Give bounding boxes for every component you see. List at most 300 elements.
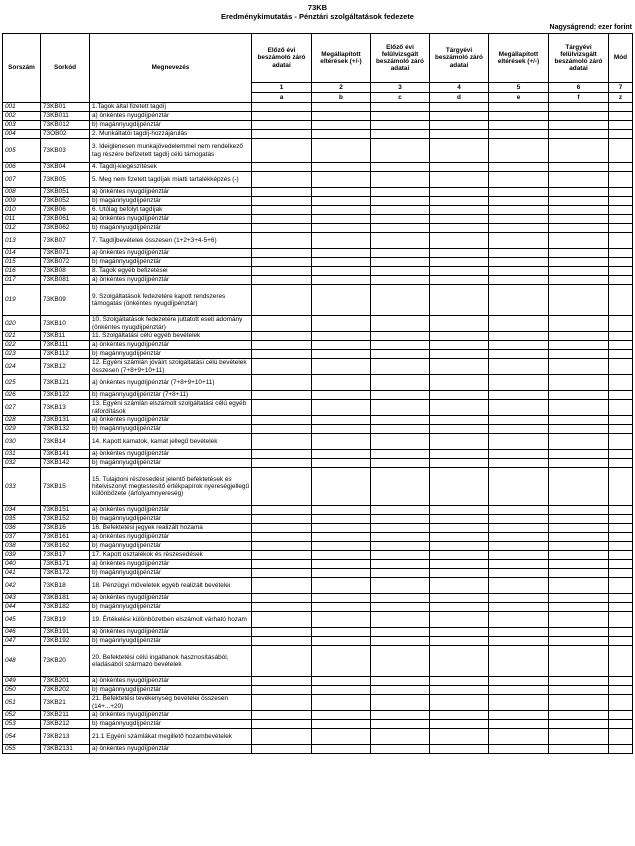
row-sorkod: 73KB182 (41, 603, 90, 612)
table-row (3, 375, 633, 391)
row-sorkod: 73KB04 (41, 163, 90, 172)
value-cell (549, 628, 609, 637)
row-sorkod: 73KB16 (41, 524, 90, 533)
value-cell (489, 267, 549, 276)
row-sorkod: 73KB071 (41, 249, 90, 258)
value-cell (430, 434, 489, 450)
value-cell (252, 578, 312, 594)
col-letter: b (312, 93, 371, 103)
value-cell (489, 695, 549, 711)
value-cell (489, 121, 549, 130)
row-sorszam: 005 (3, 139, 41, 163)
table-row (3, 720, 633, 729)
value-cell (252, 416, 312, 425)
table-row (3, 450, 633, 459)
row-megnevezes: a) önkéntes nyugdíjpénztár (90, 188, 252, 197)
form-code: 73KB (307, 3, 328, 12)
value-cell (371, 163, 430, 172)
value-cell (549, 637, 609, 646)
value-cell (312, 745, 371, 754)
value-cell (312, 533, 371, 542)
value-cell (609, 267, 633, 276)
value-cell (549, 112, 609, 121)
value-cell (312, 468, 371, 506)
value-cell (312, 350, 371, 359)
value-cell (549, 267, 609, 276)
value-cell (371, 533, 430, 542)
value-cell (609, 112, 633, 121)
row-sorszam: 038 (3, 542, 41, 551)
col-letter: a (252, 93, 312, 103)
value-cell (549, 233, 609, 249)
value-cell (371, 434, 430, 450)
value-cell (312, 121, 371, 130)
value-cell (430, 612, 489, 628)
col-number: 1 (252, 83, 312, 93)
row-sorkod: 73KB14 (41, 434, 90, 450)
value-cell (371, 332, 430, 341)
value-cell (312, 416, 371, 425)
value-cell (609, 103, 633, 112)
row-sorkod: 73KB112 (41, 350, 90, 359)
row-sorkod: 73KB161 (41, 533, 90, 542)
row-megnevezes: a) önkéntes nyugdíjpénztár (90, 745, 252, 754)
value-cell (549, 594, 609, 603)
value-cell (371, 425, 430, 434)
value-cell (430, 121, 489, 130)
table-row (3, 224, 633, 233)
value-cell (609, 515, 633, 524)
value-cell (371, 720, 430, 729)
value-cell (609, 206, 633, 215)
row-sorszam: 011 (3, 215, 41, 224)
value-cell (430, 533, 489, 542)
value-cell (430, 551, 489, 560)
value-cell (609, 121, 633, 130)
value-cell (312, 341, 371, 350)
value-cell (609, 637, 633, 646)
value-cell (549, 646, 609, 677)
value-cell (549, 316, 609, 332)
row-sorszam: 033 (3, 468, 41, 506)
value-cell (609, 551, 633, 560)
col-number: 6 (549, 83, 609, 93)
value-cell (489, 677, 549, 686)
table-row (3, 400, 633, 416)
value-cell (430, 425, 489, 434)
row-sorkod: 73KB172 (41, 569, 90, 578)
value-cell (430, 224, 489, 233)
table-row (3, 646, 633, 677)
value-cell (489, 729, 549, 745)
table-row (3, 612, 633, 628)
row-sorszam: 004 (3, 130, 41, 139)
value-cell (609, 332, 633, 341)
value-cell (430, 332, 489, 341)
value-cell (609, 745, 633, 754)
row-megnevezes: b) magánnyugdíjpénztár (7+8+11) (90, 391, 252, 400)
value-cell (371, 612, 430, 628)
value-cell (252, 188, 312, 197)
row-megnevezes: 14. Kapott kamatok, kamat jellegű bevételek (90, 434, 252, 450)
unit-label: Nagyságrend: ezer forint (549, 24, 632, 31)
value-cell (609, 542, 633, 551)
value-cell (489, 139, 549, 163)
row-megnevezes: 1.Tagok által fizetett tagdíj (90, 103, 252, 112)
value-cell (549, 729, 609, 745)
value-cell (430, 285, 489, 316)
row-megnevezes: 6. Utólag befolyt tagdíjak (90, 206, 252, 215)
value-cell (371, 628, 430, 637)
table-row (3, 316, 633, 332)
value-cell (489, 172, 549, 188)
value-cell (549, 569, 609, 578)
row-megnevezes: 18. Pénzügyi műveletek egyéb realizált bevételei (90, 578, 252, 594)
row-sorkod: 73KB08 (41, 267, 90, 276)
row-megnevezes: b) magánnyugdíjpénztár (90, 224, 252, 233)
value-cell (489, 637, 549, 646)
value-cell (371, 103, 430, 112)
value-cell (549, 375, 609, 391)
value-cell (549, 258, 609, 267)
value-cell (609, 197, 633, 206)
row-sorszam: 003 (3, 121, 41, 130)
value-cell (312, 459, 371, 468)
row-sorkod: 73KB211 (41, 711, 90, 720)
value-cell (371, 506, 430, 515)
value-cell (549, 206, 609, 215)
row-sorszam: 015 (3, 258, 41, 267)
value-cell (371, 578, 430, 594)
value-cell (549, 542, 609, 551)
value-cell (549, 400, 609, 416)
row-sorszam: 031 (3, 450, 41, 459)
row-megnevezes: 9. Szolgáltatások fedezetére kapott rendszeres támogatás (önkéntes nyugdíjpénztár) (90, 285, 252, 316)
value-cell (609, 316, 633, 332)
value-cell (430, 103, 489, 112)
value-cell (549, 745, 609, 754)
row-sorkod: 73KB061 (41, 215, 90, 224)
value-cell (252, 628, 312, 637)
value-cell (371, 603, 430, 612)
value-cell (489, 506, 549, 515)
value-cell (430, 459, 489, 468)
value-cell (489, 434, 549, 450)
value-cell (252, 711, 312, 720)
table-row (3, 468, 633, 506)
row-sorszam: 025 (3, 375, 41, 391)
row-sorszam: 017 (3, 276, 41, 285)
value-cell (371, 130, 430, 139)
value-cell (252, 103, 312, 112)
value-cell (312, 569, 371, 578)
row-sorkod: 73KB011 (41, 112, 90, 121)
row-sorkod: 73KB131 (41, 416, 90, 425)
value-cell (252, 729, 312, 745)
value-cell (489, 745, 549, 754)
row-sorkod: 73KB05 (41, 172, 90, 188)
header-col-3: Előző évi felülvizsgált beszámoló záró adatai (371, 34, 430, 83)
value-cell (252, 569, 312, 578)
value-cell (489, 551, 549, 560)
row-megnevezes: b) magánnyugdíjpénztár (90, 425, 252, 434)
row-sorszam: 049 (3, 677, 41, 686)
value-cell (371, 695, 430, 711)
value-cell (609, 569, 633, 578)
value-cell (252, 267, 312, 276)
value-cell (609, 139, 633, 163)
value-cell (430, 233, 489, 249)
value-cell (549, 711, 609, 720)
row-sorkod: 73KB09 (41, 285, 90, 316)
value-cell (371, 285, 430, 316)
table-row (3, 506, 633, 515)
row-sorkod: 73KB192 (41, 637, 90, 646)
value-cell (489, 628, 549, 637)
value-cell (252, 224, 312, 233)
row-megnevezes: a) önkéntes nyugdíjpénztár (90, 450, 252, 459)
row-sorszam: 044 (3, 603, 41, 612)
value-cell (312, 578, 371, 594)
value-cell (430, 729, 489, 745)
row-megnevezes: a) önkéntes nyugdíjpénztár (90, 416, 252, 425)
value-cell (371, 677, 430, 686)
value-cell (252, 121, 312, 130)
value-cell (609, 233, 633, 249)
value-cell (430, 646, 489, 677)
row-sorszam: 027 (3, 400, 41, 416)
row-megnevezes: a) önkéntes nyugdíjpénztár (90, 533, 252, 542)
value-cell (312, 628, 371, 637)
value-cell (430, 267, 489, 276)
table-row (3, 745, 633, 754)
table-row (3, 533, 633, 542)
value-cell (549, 551, 609, 560)
value-cell (312, 594, 371, 603)
value-cell (312, 359, 371, 375)
row-sorkod: 73KB081 (41, 276, 90, 285)
report-table (2, 33, 633, 754)
row-sorkod: 73KB121 (41, 375, 90, 391)
value-cell (489, 197, 549, 206)
col-letter: e (489, 93, 549, 103)
value-cell (312, 197, 371, 206)
value-cell (430, 450, 489, 459)
value-cell (549, 350, 609, 359)
value-cell (252, 276, 312, 285)
value-cell (312, 515, 371, 524)
row-sorszam: 046 (3, 628, 41, 637)
value-cell (609, 375, 633, 391)
value-cell (489, 341, 549, 350)
value-cell (312, 112, 371, 121)
row-sorszam: 040 (3, 560, 41, 569)
row-megnevezes: 16. Befektetési jegyek realizált hozama (90, 524, 252, 533)
value-cell (549, 578, 609, 594)
header-sorkod: Sorkód (41, 34, 90, 103)
value-cell (312, 224, 371, 233)
value-cell (312, 206, 371, 215)
value-cell (312, 695, 371, 711)
value-cell (430, 215, 489, 224)
value-cell (252, 332, 312, 341)
value-cell (252, 391, 312, 400)
row-sorkod: 73KB06 (41, 206, 90, 215)
value-cell (549, 172, 609, 188)
value-cell (489, 459, 549, 468)
row-sorszam: 043 (3, 594, 41, 603)
value-cell (549, 450, 609, 459)
row-sorkod: 73KB213 (41, 729, 90, 745)
value-cell (252, 316, 312, 332)
row-sorszam: 006 (3, 163, 41, 172)
value-cell (252, 400, 312, 416)
value-cell (371, 375, 430, 391)
value-cell (312, 163, 371, 172)
value-cell (371, 711, 430, 720)
value-cell (549, 130, 609, 139)
value-cell (489, 103, 549, 112)
row-sorkod: 73KB072 (41, 258, 90, 267)
value-cell (489, 533, 549, 542)
value-cell (312, 612, 371, 628)
value-cell (549, 103, 609, 112)
table-row (3, 677, 633, 686)
value-cell (430, 603, 489, 612)
value-cell (489, 578, 549, 594)
value-cell (371, 450, 430, 459)
value-cell (489, 276, 549, 285)
value-cell (549, 720, 609, 729)
value-cell (312, 434, 371, 450)
value-cell (252, 139, 312, 163)
table-row (3, 206, 633, 215)
value-cell (312, 258, 371, 267)
row-sorkod: 73KB11 (41, 332, 90, 341)
row-sorkod: 73KB151 (41, 506, 90, 515)
row-sorkod: 73KB12 (41, 359, 90, 375)
row-megnevezes: b) magánnyugdíjpénztár (90, 350, 252, 359)
value-cell (252, 551, 312, 560)
table-row (3, 603, 633, 612)
value-cell (312, 677, 371, 686)
value-cell (252, 603, 312, 612)
value-cell (609, 450, 633, 459)
row-sorkod: 73KB01 (41, 103, 90, 112)
value-cell (312, 450, 371, 459)
value-cell (489, 603, 549, 612)
value-cell (312, 720, 371, 729)
row-megnevezes: b) magánnyugdíjpénztár (90, 121, 252, 130)
value-cell (549, 391, 609, 400)
value-cell (371, 139, 430, 163)
value-cell (609, 459, 633, 468)
value-cell (252, 450, 312, 459)
row-sorkod: 73KB171 (41, 560, 90, 569)
table-row (3, 276, 633, 285)
value-cell (609, 391, 633, 400)
value-cell (252, 515, 312, 524)
row-sorkod: 73KB201 (41, 677, 90, 686)
value-cell (549, 416, 609, 425)
row-sorszam: 045 (3, 612, 41, 628)
value-cell (489, 375, 549, 391)
value-cell (312, 506, 371, 515)
value-cell (252, 172, 312, 188)
row-sorszam: 001 (3, 103, 41, 112)
table-row (3, 103, 633, 112)
value-cell (312, 711, 371, 720)
value-cell (430, 628, 489, 637)
row-sorszam: 048 (3, 646, 41, 677)
row-sorszam: 016 (3, 267, 41, 276)
row-sorszam: 022 (3, 341, 41, 350)
row-megnevezes: b) magánnyugdíjpénztár (90, 459, 252, 468)
row-megnevezes: a) önkéntes nyugdíjpénztár (90, 506, 252, 515)
value-cell (609, 400, 633, 416)
value-cell (549, 139, 609, 163)
table-row (3, 628, 633, 637)
row-sorszam: 029 (3, 425, 41, 434)
value-cell (371, 206, 430, 215)
row-sorszam: 047 (3, 637, 41, 646)
table-row (3, 121, 633, 130)
value-cell (549, 695, 609, 711)
value-cell (252, 637, 312, 646)
table-row (3, 425, 633, 434)
value-cell (489, 332, 549, 341)
value-cell (312, 603, 371, 612)
value-cell (430, 720, 489, 729)
value-cell (371, 350, 430, 359)
table-row (3, 197, 633, 206)
value-cell (430, 197, 489, 206)
row-sorszam: 053 (3, 720, 41, 729)
value-cell (312, 560, 371, 569)
row-sorszam: 013 (3, 233, 41, 249)
value-cell (371, 416, 430, 425)
value-cell (371, 569, 430, 578)
value-cell (371, 188, 430, 197)
table-row (3, 130, 633, 139)
value-cell (609, 434, 633, 450)
row-megnevezes: b) magánnyugdíjpénztár (90, 542, 252, 551)
value-cell (489, 524, 549, 533)
value-cell (371, 515, 430, 524)
value-cell (430, 188, 489, 197)
table-row (3, 112, 633, 121)
value-cell (252, 285, 312, 316)
value-cell (609, 188, 633, 197)
value-cell (252, 542, 312, 551)
value-cell (252, 695, 312, 711)
row-sorkod: 73KB141 (41, 450, 90, 459)
value-cell (549, 612, 609, 628)
value-cell (371, 391, 430, 400)
row-megnevezes: 10. Szolgáltatások fedezetére juttatott eseti adomány (önkéntes nyugdíjpénztár) (90, 316, 252, 332)
value-cell (609, 416, 633, 425)
value-cell (252, 425, 312, 434)
value-cell (252, 594, 312, 603)
row-sorkod: 73KB17 (41, 551, 90, 560)
row-megnevezes: b) magánnyugdíjpénztár (90, 569, 252, 578)
value-cell (549, 121, 609, 130)
value-cell (549, 434, 609, 450)
value-cell (312, 215, 371, 224)
value-cell (549, 425, 609, 434)
value-cell (312, 400, 371, 416)
col-number: 7 (609, 83, 633, 93)
